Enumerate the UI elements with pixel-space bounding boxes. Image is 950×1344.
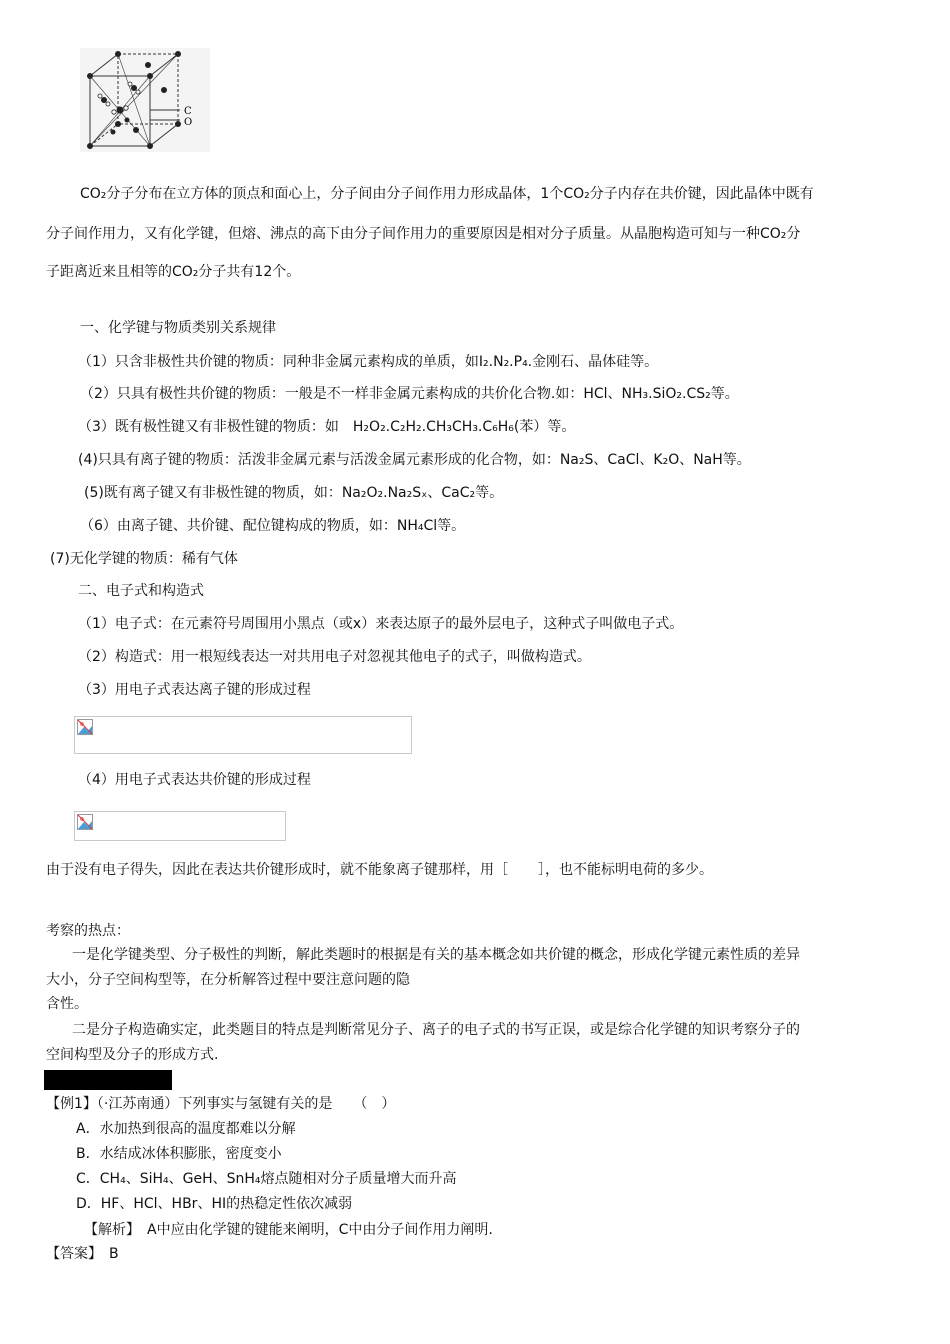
- broken-image-icon: [77, 814, 93, 830]
- intro-line-3: 子距离近来且相等的CO₂分子共有12个。: [46, 264, 301, 280]
- section1-item-2: （2）只具有极性共价键的物质：一般是不一样非金属元素构成的共价化合物.如：HCl、NH₃.SiO₂.CS₂等。: [80, 386, 739, 402]
- co2-crystal-figure: [80, 48, 210, 152]
- example-option-c: C．CH₄、SiH₄、GeH、SnH₄熔点随相对分子质量增大而升高: [76, 1171, 457, 1187]
- section1-item-5: (5)既有离子键又有非极性键的物质，如：Na₂O₂.Na₂Sₓ、CaC₂等。: [84, 485, 504, 501]
- section1-item-6: （6）由离子键、共价键、配位键构成的物质，如：NH₄Cl等。: [80, 518, 466, 534]
- label-o: O: [184, 117, 193, 128]
- section1-item-4: (4)只具有离子键的物质：活泼非金属元素与活泼金属元素形成的化合物，如：Na₂S、CaCl、K₂O、NaH等。: [78, 452, 751, 468]
- hotspots-p2-line-1: 二是分子构造确实定，此类题目的特点是判断常见分子、离子的电子式的书写正误，或是综合化学键的知识考察分子的: [72, 1022, 800, 1038]
- section1-item-1: （1）只含非极性共价键的物质：同种非金属元素构成的单质，如I₂.N₂.P₄.金刚石、晶体硅等。: [78, 354, 659, 370]
- hotspots-p1-line-1: 一是化学键类型、分子极性的判断，解此类题时的根据是有关的基本概念如共价键的概念，形成化学键元素性质的差异: [72, 947, 800, 963]
- hotspots-p1-line-3: 含性。: [46, 996, 88, 1012]
- redaction-bar: [44, 1070, 172, 1090]
- ionic-bond-formation-image: [74, 716, 412, 754]
- intro-line-1: CO₂分子分布在立方体的顶点和面心上，分子间由分子间作用力形成晶体，1个CO₂分子内存在共价键，因此晶体中既有: [80, 186, 814, 202]
- example-option-a: A．水加热到很高的温度都难以分解: [76, 1121, 296, 1137]
- example-option-b: B．水结成冰体积膨胀，密度变小: [76, 1146, 282, 1162]
- section1-heading: 一、化学键与物质类别关系规律: [80, 320, 276, 336]
- covalent-note-before: 由于没有电子得失，因此在表达共价键形成时，就不能象离子键那样，用［: [46, 862, 508, 878]
- example-title: 【例1】（·江苏南通）下列事实与氢键有关的是 （ ）: [46, 1096, 396, 1112]
- section1-item-3: （3）既有极性键又有非极性键的物质：如 H₂O₂.C₂H₂.CH₃CH₃.C₆H₆(苯）等。: [78, 419, 576, 435]
- label-c: C: [184, 106, 192, 117]
- section2-item-2: （2）构造式：用一根短线表达一对共用电子对忽视其他电子的式子，叫做构造式。: [78, 649, 591, 665]
- section2-heading: 二、电子式和构造式: [78, 583, 204, 599]
- covalent-note: [46, 860, 713, 880]
- section2-item-4: （4）用电子式表达共价键的形成过程: [78, 772, 311, 788]
- example-analysis: 【解析】 A中应由化学键的键能来阐明，C中由分子间作用力阐明.: [84, 1222, 493, 1238]
- section2-item-3: （3）用电子式表达离子键的形成过程: [78, 682, 311, 698]
- broken-image-icon: [77, 719, 93, 735]
- hotspots-heading: 考察的热点：: [46, 923, 130, 939]
- example-answer: 【答案】 B: [46, 1246, 119, 1262]
- covalent-bond-formation-image: [74, 811, 286, 841]
- example-option-d: D．HF、HCl、HBr、HI的热稳定性依次减弱: [76, 1196, 353, 1212]
- hotspots-p1-line-2: 大小，分子空间构型等，在分析解答过程中要注意问题的隐: [46, 972, 410, 988]
- covalent-note-after: ］，也不能标明电荷的多少。: [538, 862, 713, 878]
- section1-item-7: (7)无化学键的物质：稀有气体: [50, 551, 238, 567]
- intro-line-2: 分子间作用力，又有化学键，但熔、沸点的高下由分子间作用力的重要原因是相对分子质量。从晶胞构造可知与一种CO₂分: [46, 226, 801, 242]
- section2-item-1: （1）电子式：在元素符号周围用小黑点（或x）来表达原子的最外层电子，这种式子叫做电子式。: [78, 616, 684, 632]
- hotspots-p2-line-2: 空间构型及分子的形成方式.: [46, 1047, 219, 1063]
